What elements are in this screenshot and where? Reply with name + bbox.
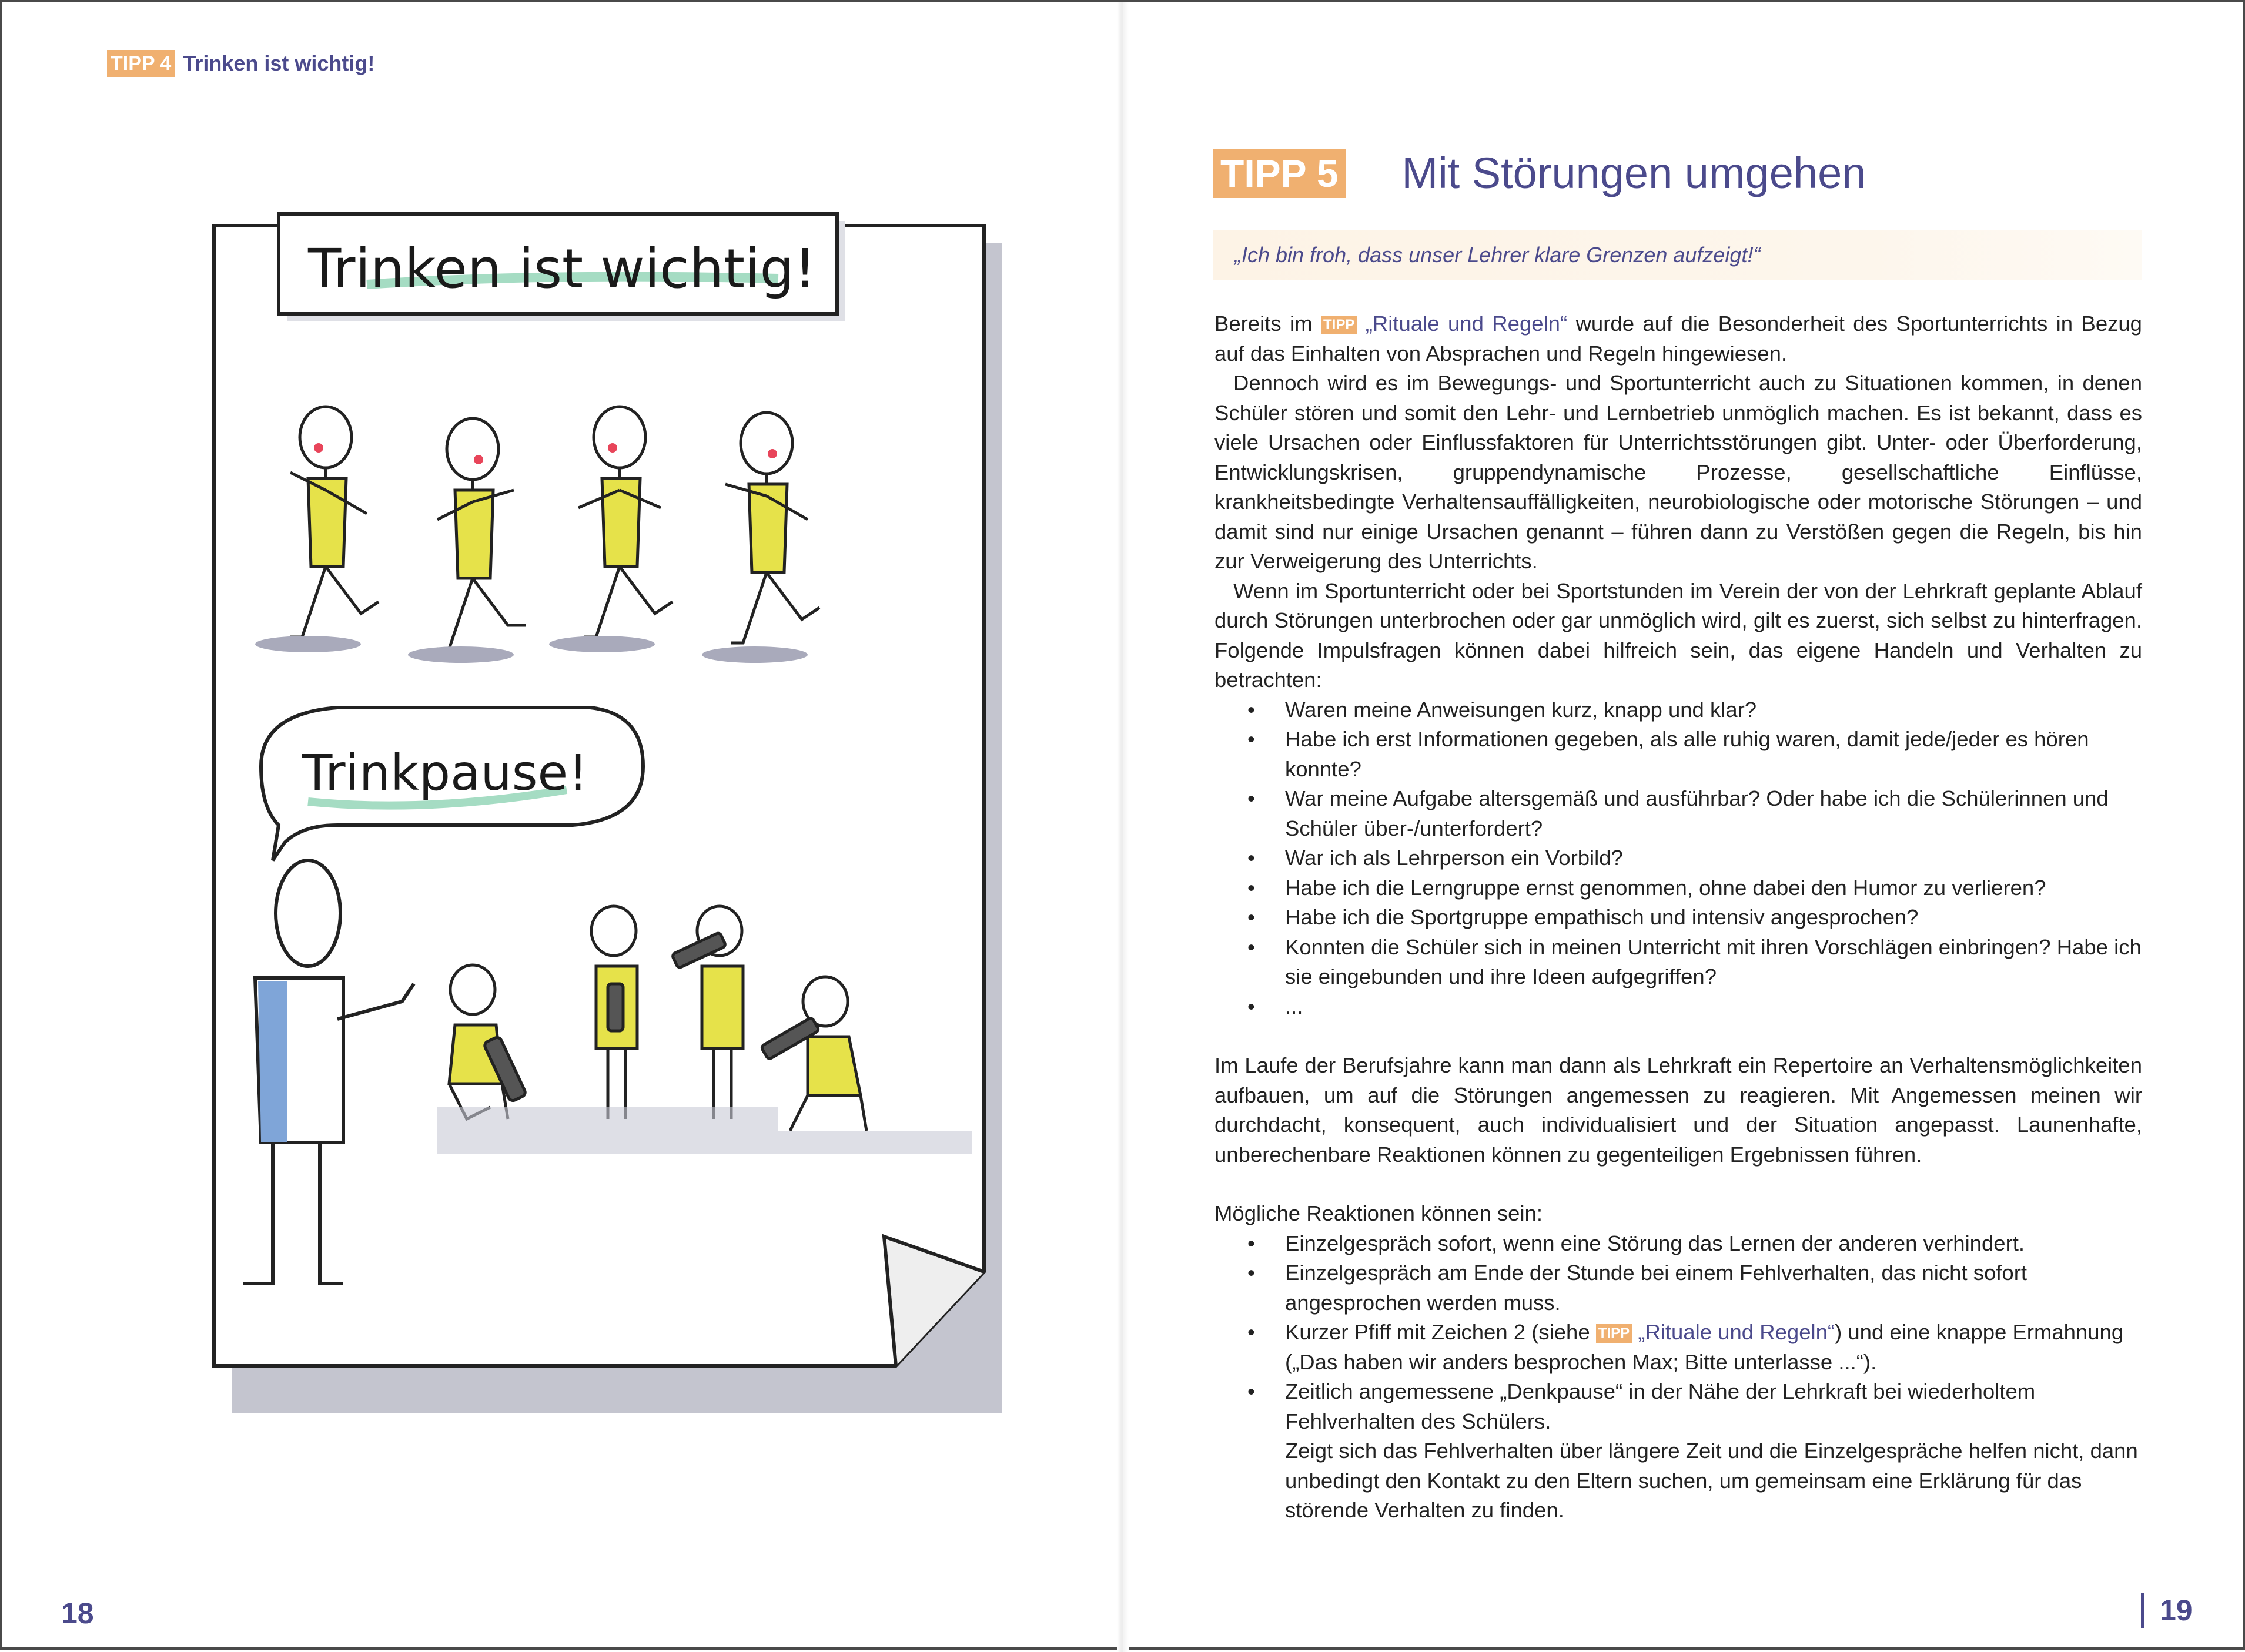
list-item: • Konnten die Schüler sich in meinen Unterricht mit ihren Vorschlägen einbringen? Habe ich sie eingebunden und ihre Ideen aufgegriffen? bbox=[1214, 933, 2142, 992]
list-item: • Einzelgespräch sofort, wenn eine Störung das Lernen der anderen verhindert. bbox=[1214, 1229, 2142, 1259]
right-page-header bbox=[1213, 148, 1866, 198]
book-gutter bbox=[1117, 2, 1129, 1652]
list-item: • Habe ich die Sportgruppe empathisch und intensiv angesprochen? bbox=[1214, 903, 2142, 933]
quote-box: „Ich bin froh, dass unser Lehrer klare Grenzen aufzeigt!“ bbox=[1213, 230, 2142, 280]
text-segment: wurde auf die Besonderheit des Sportunterrichts in Bezug auf das Einhalten von Absprachen und Regeln hingewiesen. bbox=[1214, 311, 2142, 366]
paragraph bbox=[1214, 309, 2142, 368]
page-number-right: 19 bbox=[2141, 1593, 2193, 1628]
cross-reference-link[interactable]: „Rituale und Regeln“ bbox=[1365, 311, 1568, 336]
tip-mini-tag: TIPP bbox=[1321, 316, 1357, 334]
list-item: • War meine Aufgabe altersgemäß und ausführbar? Oder habe ich die Schülerinnen und Schüler über-/unterfordert? bbox=[1214, 784, 2142, 843]
question-list bbox=[1214, 695, 2142, 1022]
list-item: • War ich als Lehrperson ein Vorbild? bbox=[1214, 843, 2142, 873]
text-segment: Kurzer Pfiff mit Zeichen 2 (siehe bbox=[1285, 1320, 1596, 1344]
running-header-title: Trinken ist wichtig! bbox=[183, 51, 375, 75]
tip-tag: TIPP 4 bbox=[107, 50, 175, 77]
page-title: Mit Störungen umgehen bbox=[1401, 149, 1866, 197]
list-item: • ... bbox=[1214, 992, 2142, 1022]
list-item: • Habe ich die Lerngruppe ernst genommen, ohne dabei den Humor zu verlieren? bbox=[1214, 873, 2142, 903]
list-item: • Habe ich erst Informationen gegeben, als alle ruhig waren, damit jede/jeder es hören konnte? bbox=[1214, 725, 2142, 784]
list-item: • Einzelgespräch am Ende der Stunde bei einem Fehlverhalten, das nicht sofort angesprochen werden muss. bbox=[1214, 1258, 2142, 1318]
spacer bbox=[1214, 1021, 2142, 1051]
body-text bbox=[1214, 309, 2142, 1526]
list-item bbox=[1214, 1377, 2142, 1526]
paragraph: Wenn im Sportunterricht oder bei Sportstunden im Verein der von der Lehrkraft geplante Ablauf durch Störungen unterbrochen oder gar unmöglich wird, gilt es zuerst, sich selbst zu hinterfragen. Folgende Impulsfragen können dabei hilfreich sein, das eigene Handeln und Verhalten zu betrachten: bbox=[1214, 578, 2142, 692]
reaction-list bbox=[1214, 1229, 2142, 1526]
text-segment: ) und eine knappe Ermahnung („Das haben wir anders besprochen Max; Bitte unterlasse ...“). bbox=[1285, 1320, 2124, 1374]
tip-mini-tag: TIPP bbox=[1596, 1324, 1632, 1343]
speech-text: Trinkpause! bbox=[302, 744, 588, 802]
text-segment: Bereits im bbox=[1214, 311, 1321, 336]
spacer bbox=[1214, 1170, 2142, 1199]
cross-reference-link[interactable]: „Rituale und Regeln“ bbox=[1638, 1320, 1835, 1344]
paragraph: Dennoch wird es im Bewegungs- und Sportunterricht auch zu Situationen kommen, in denen Schüler stören und somit den Lehr- und Lernbetrieb unmöglich machen. Es ist bekannt, dass es viele Ursachen oder Einflussfaktoren für Unterrichtsstörungen gibt. Unter- oder Überforderung, Entwicklungskrisen, gruppendynamische Prozesse, gesellschaftliche Einflüsse, krankheitsbedingte Verhaltensauffälligkeiten, neurobiologische oder motorische Störungen – und damit sind nur einige Ursachen genannt – führen dann zu Verstößen gegen die Regeln, bis hin zur Verweigerung des Unterrichts. bbox=[1214, 371, 2142, 573]
paragraph: Mögliche Reaktionen können sein: bbox=[1214, 1201, 1543, 1225]
list-item: • Waren meine Anweisungen kurz, knapp und klar? bbox=[1214, 695, 2142, 725]
list-item bbox=[1214, 1318, 2142, 1377]
left-running-header bbox=[107, 48, 374, 79]
page-number-left: 18 bbox=[61, 1597, 94, 1630]
paragraph: Im Laufe der Berufsjahre kann man dann als Lehrkraft ein Repertoire an Verhaltensmöglichkeiten aufbauen, um auf die Störungen angemessen zu reagieren. Mit Angemessen meinen wir durchdacht, konsequent, auch individualisiert und der Situation angepasst. Launenhafte, unberechenbare Reaktionen können zu gegenteiligen Ergebnissen führen. bbox=[1214, 1053, 2142, 1167]
text-segment: Zeitlich angemessene „Denkpause“ in der Nähe der Lehrkraft bei wiederholtem Fehlverhalten des Schülers. bbox=[1285, 1379, 2036, 1433]
tip-tag: TIPP 5 bbox=[1213, 149, 1346, 198]
drawing-illustration bbox=[190, 202, 1008, 1413]
text-segment: Zeigt sich das Fehlverhalten über längere Zeit und die Einzelgespräche helfen nicht, dann unbedingt den Kontakt zu den Eltern suchen, um gemeinsam eine Erklärung für das störende Verhalten zu finden. bbox=[1285, 1439, 2138, 1522]
banner-text: Trinken ist wichtig! bbox=[308, 237, 816, 300]
